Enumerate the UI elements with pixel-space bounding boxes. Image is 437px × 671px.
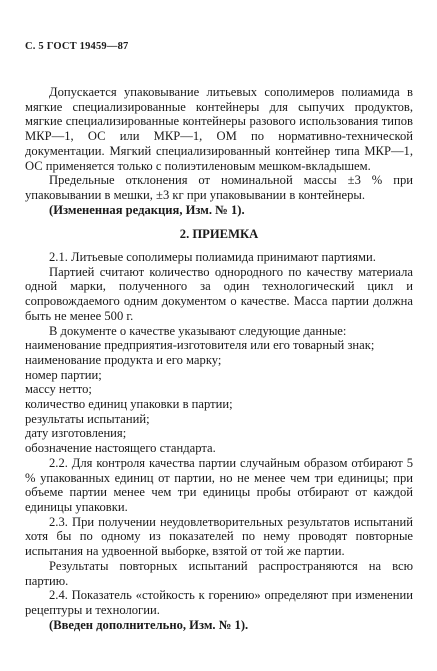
list-item: обозначение настоящего стандарта. xyxy=(25,441,216,456)
list-item: наименование продукта и его марку; xyxy=(25,352,222,367)
paragraph-batch-definition: Партией считают количество однородного по качеству материала одной марки, полученного за один технологический цикл и сопровождаемого одним документом о качестве. Масса партии должна быть не менее 500 г. xyxy=(25,264,413,323)
amendment-note-2: (Введен дополнительно, Изм. № 1). xyxy=(49,617,249,632)
list-item: наименование предприятия-изготовителя или его товарный знак; xyxy=(25,338,375,353)
paragraph-quality-document: В документе о качестве указывают следующие данные: xyxy=(49,323,347,338)
list-item: результаты испытаний; xyxy=(25,411,150,426)
list-item: количество единиц упаковки в партии; xyxy=(25,397,233,412)
paragraph-2-1: 2.1. Литьевые сополимеры полиамида принимают партиями. xyxy=(49,250,376,265)
paragraph-mass-tolerance: Предельные отклонения от номинальной массы ±3 % при упаковывании в мешки, ±3 кг при упаковывании в контейнеры. xyxy=(25,173,413,202)
page-header: С. 5 ГОСТ 19459—87 xyxy=(25,41,129,52)
document-body xyxy=(25,77,413,632)
paragraph-packaging: Допускается упаковывание литьевых сополимеров полиамида в мягкие специализированные контейнеры для сыпучих продуктов, мягкие специализированные контейнеры разового использования типов МКР—1, ОС или МКР—1, ОМ по нормативно-технической документации. Мягкий специализированный контейнер типа МКР—1, ОС применяется только с полиэтиленовым мешком-вкладышем. xyxy=(25,85,413,173)
list-item: номер партии; xyxy=(25,367,102,382)
paragraph-2-2: 2.2. Для контроля качества партии случайным образом отбирают 5 % упакованных единиц от партии, но не менее чем три единицы; при объеме партии менее чем три единицы пробы отбирают от каждой единицы упаковки. xyxy=(25,455,413,514)
amendment-note-1: (Измененная редакция, Изм. № 1). xyxy=(49,202,245,217)
section-title: 2. ПРИЕМКА xyxy=(179,227,259,242)
paragraph-2-4: 2.4. Показатель «стойкость к горению» определяют при изменении рецептуры и технологии. xyxy=(25,588,413,617)
list-item: массу нетто; xyxy=(25,382,92,397)
paragraph-repeat-results: Результаты повторных испытаний распространяются на всю партию. xyxy=(25,558,413,588)
list-item: дату изготовления; xyxy=(25,426,127,441)
paragraph-2-3: 2.3. При получении неудовлетворительных результатов испытаний хотя бы по одному из показателей по нему проводят повторные испытания на удвоенной выборке, взятой от той же партии. xyxy=(25,514,413,559)
